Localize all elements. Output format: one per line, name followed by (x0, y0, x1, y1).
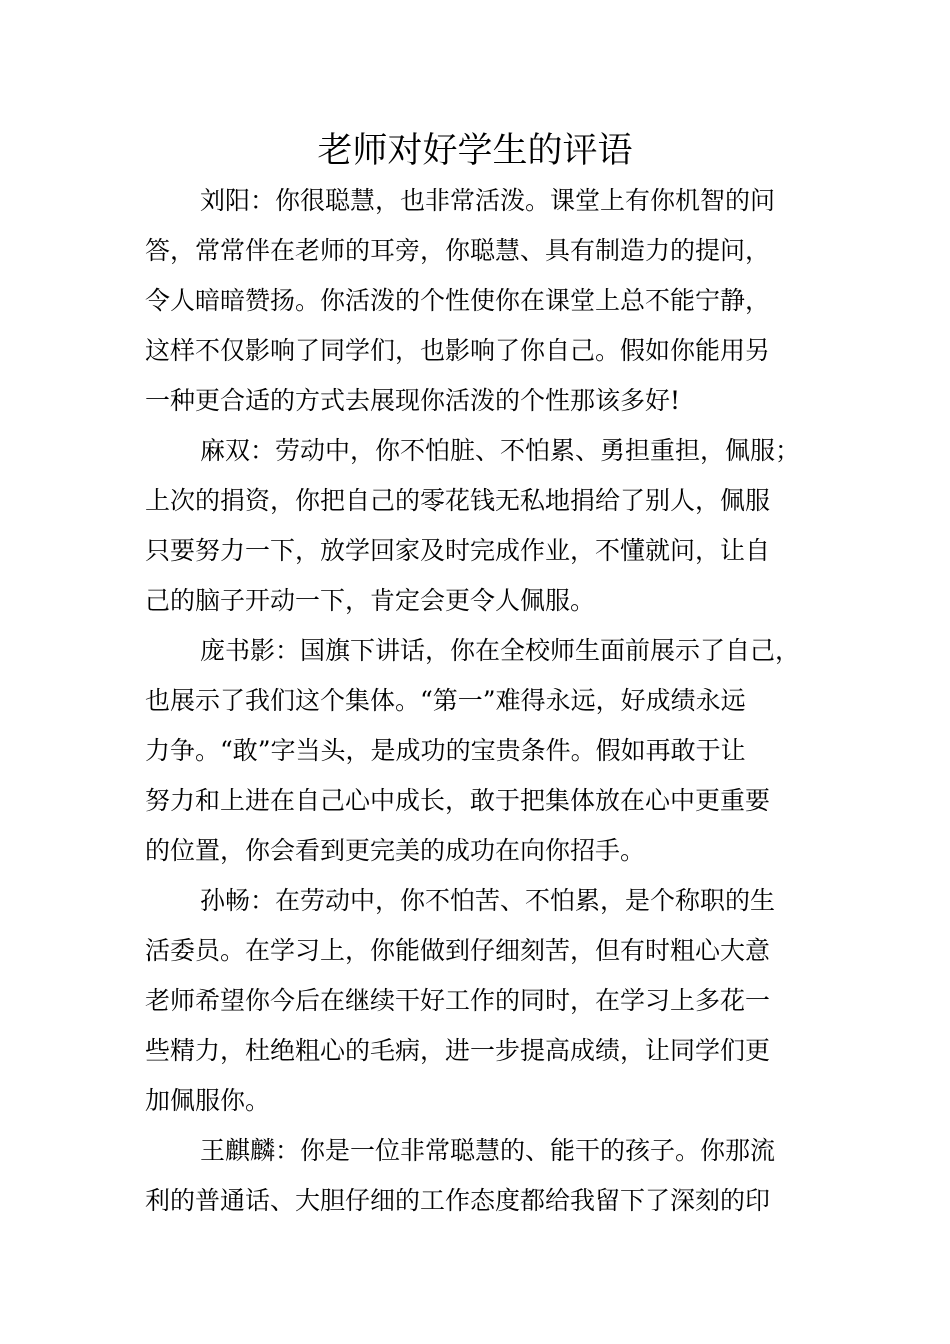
text-line: 一种更合适的方式去展现你活泼的个性那该多好! (145, 386, 681, 415)
paragraph-wang-qilin (145, 1126, 825, 1226)
text-line: 这样不仅影响了同学们，也影响了你自己。假如你能用另 (145, 336, 771, 365)
text-line: 力争。“敢”字当头，是成功的宝贵条件。假如再敢于让 (145, 736, 746, 765)
text-line: 也展示了我们这个集体。“第一”难得永远，好成绩永远 (145, 686, 746, 715)
text-line: 活委员。在学习上，你能做到仔细刻苦，但有时粗心大意 (145, 936, 771, 965)
paragraph-sun-chang (145, 876, 825, 1126)
page-title: 老师对好学生的评语 (317, 131, 633, 171)
text-line: 努力和上进在自己心中成长，敢于把集体放在心中更重要 (145, 786, 771, 815)
text-line: 上次的捐资，你把自己的零花钱无私地捐给了别人，佩服 (145, 486, 771, 515)
paragraph-pang-shuying (145, 626, 825, 876)
text-line: 利的普通话、大胆仔细的工作态度都给我留下了深刻的印 (145, 1186, 771, 1215)
text-line: 麻双：劳动中，你不怕脏、不怕累、勇担重担，佩服； (200, 436, 801, 465)
text-line: 王麒麟：你是一位非常聪慧的、能干的孩子。你那流 (200, 1136, 776, 1165)
text-line: 老师希望你今后在继续干好工作的同时，在学习上多花一 (145, 986, 771, 1015)
text-line: 刘阳：你很聪慧，也非常活泼。课堂上有你机智的问 (200, 186, 776, 215)
document-body (145, 176, 825, 1226)
paragraph-liu-yang (145, 176, 825, 426)
text-line: 己的脑子开动一下，肯定会更令人佩服。 (145, 586, 596, 615)
text-line: 答，常常伴在老师的耳旁，你聪慧、具有制造力的提问， (145, 236, 771, 265)
text-line: 只要努力一下，放学回家及时完成作业，不懂就问，让自 (145, 536, 771, 565)
text-line: 的位置，你会看到更完美的成功在向你招手。 (145, 836, 646, 865)
text-line: 孙畅：在劳动中，你不怕苦、不怕累，是个称职的生 (200, 886, 776, 915)
text-line: 令人暗暗赞扬。你活泼的个性使你在课堂上总不能宁静， (145, 286, 771, 315)
text-line: 加佩服你。 (145, 1086, 271, 1115)
paragraph-ma-shuang (145, 426, 825, 626)
text-line: 些精力，杜绝粗心的毛病，进一步提高成绩，让同学们更 (145, 1036, 771, 1065)
text-line: 庞书影：国旗下讲话，你在全校师生面前展示了自己， (200, 636, 801, 665)
